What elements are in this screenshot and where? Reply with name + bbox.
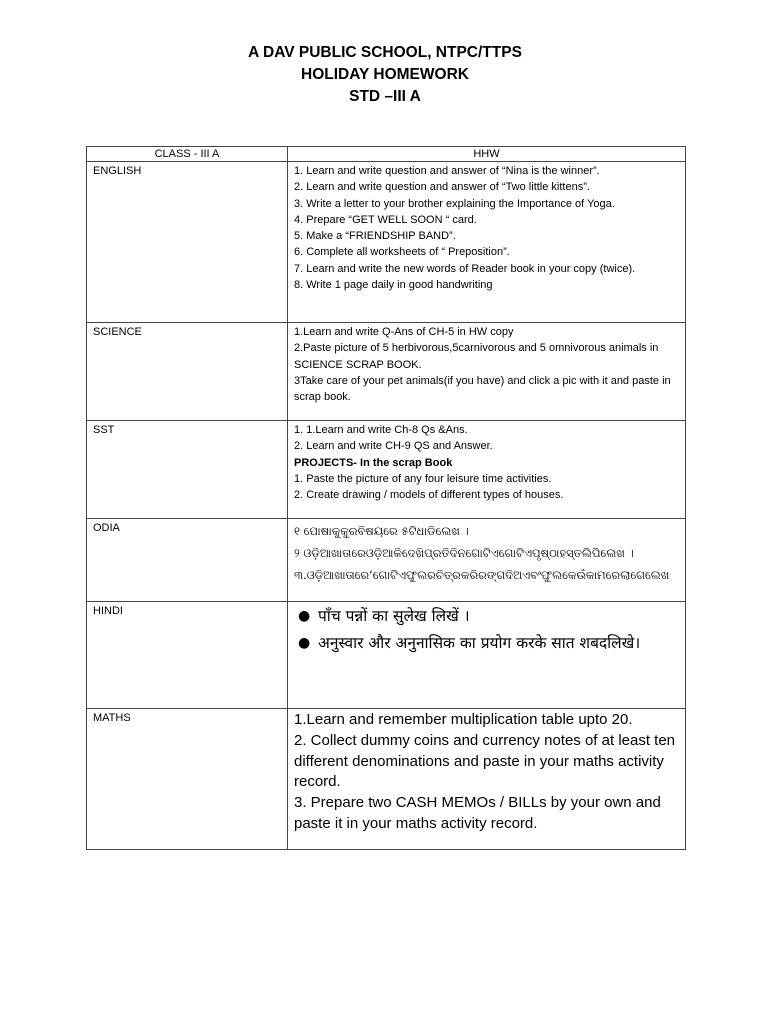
english-tasks [288,162,686,323]
hindi-task-1-text: पाँच पन्नों का सुलेख लिखें । [318,607,470,625]
subject-hindi: HINDI [87,602,288,709]
english-task-5: 5. Make a “FRIENDSHIP BAND”. [294,230,456,243]
english-task-1: 1. Learn and write question and answer of “Nina is the winner”. [294,165,600,177]
table-row-english [87,162,686,323]
table-header-row [87,147,686,162]
table-row-science [87,323,686,421]
table-row-maths [87,709,686,850]
subject-science: SCIENCE [87,323,288,421]
maths-tasks [288,709,686,850]
table-row-hindi [87,602,686,709]
odia-task-3: ୩.ଓଡ଼ିଆଖାତାରେ‘ଗୋଟିଏଫୁଲରଚିତ୍ରକରିରଙ୍ଗଦିଅଏବଂଫୁଲକେଉଁକାମରେଲାଗେଲେଖ [294,568,670,582]
sst-task-1: 1. 1.Learn and write Ch-8 Qs &Ans. [294,424,468,436]
hindi-task-2 [298,630,679,657]
subject-maths: MATHS [87,709,288,850]
school-name: A DAV PUBLIC SCHOOL, NTPC/TTPS [248,44,522,61]
sst-tasks [288,421,686,519]
english-task-6: 6. Complete all worksheets of “ Preposition”. [294,246,510,259]
maths-task-1: 1.Learn and remember multiplication table upto 20. [294,711,633,728]
bullet-icon: ● [298,635,311,651]
hindi-task-1 [298,603,679,630]
hindi-tasks [288,602,686,709]
bullet-icon: ● [298,608,311,624]
class-column-header: CLASS - III A [87,147,288,162]
hhw-column-header: HHW [288,147,686,162]
english-task-2: 2. Learn and write question and answer of “Two little kittens”. [294,181,590,194]
hindi-task-2-text: अनुस्वार और अनुनासिक का प्रयोग करके सात शबदलिखे। [318,634,641,652]
class-std: STD –III A [349,88,421,105]
document-title: HOLIDAY HOMEWORK [301,66,469,83]
sst-project-2: 2. Create drawing / models of different types of houses. [294,489,564,502]
science-tasks [288,323,686,421]
maths-task-3: 3. Prepare two CASH MEMOs / BILLs by your own and paste it in your maths activity record. [294,794,661,832]
subject-sst: SST [87,421,288,519]
homework-table [86,146,686,850]
english-task-7: 7. Learn and write the new words of Reader book in your copy (twice). [294,262,636,275]
odia-task-2: ୨ ଓଡ଼ିଆଖାତାରେଓଡ଼ିଆକିଦେଖିପ୍ରତିଦିନଗୋଟିଏଗୋଟିଏପୃଷ୍ଠାହସ୍ତଲିପିଲେଖ । [294,546,634,560]
table-row-sst [87,421,686,519]
maths-task-2: 2. Collect dummy coins and currency notes of at least ten different denominations and paste in your maths activity record. [294,731,676,791]
sst-task-2: 2. Learn and write CH-9 QS and Answer. [294,440,493,453]
hindi-task-list [294,603,679,657]
science-task-1: 1.Learn and write Q-Ans of CH-5 in HW copy [294,326,514,338]
odia-tasks [288,519,686,602]
science-task-2: 2.Paste picture of 5 herbivorous,5carnivorous and 5 omnivorous animals in SCIENCE SCRAP BOOK. [294,342,659,371]
table-row-odia [87,519,686,602]
odia-task-1: ୧ ପୋଷାକୁକୁରବିଷୟରେ ୫ଟିଧାଡିଲେଖ । [294,524,469,538]
document-header [0,42,770,108]
english-task-8: 8. Write 1 page daily in good handwriting [294,279,493,292]
science-task-3: 3Take care of your pet animals(if you have) and click a pic with it and paste in scrap book. [294,374,671,404]
english-task-4: 4. Prepare “GET WELL SOON “ card. [294,213,477,226]
english-task-3: 3. Write a letter to your brother explaining the Importance of Yoga. [294,197,615,210]
subject-english: ENGLISH [87,162,288,323]
sst-projects-heading: PROJECTS- In the scrap Book [294,456,453,469]
subject-odia: ODIA [87,519,288,602]
sst-project-1: 1. Paste the picture of any four leisure time activities. [294,472,552,485]
